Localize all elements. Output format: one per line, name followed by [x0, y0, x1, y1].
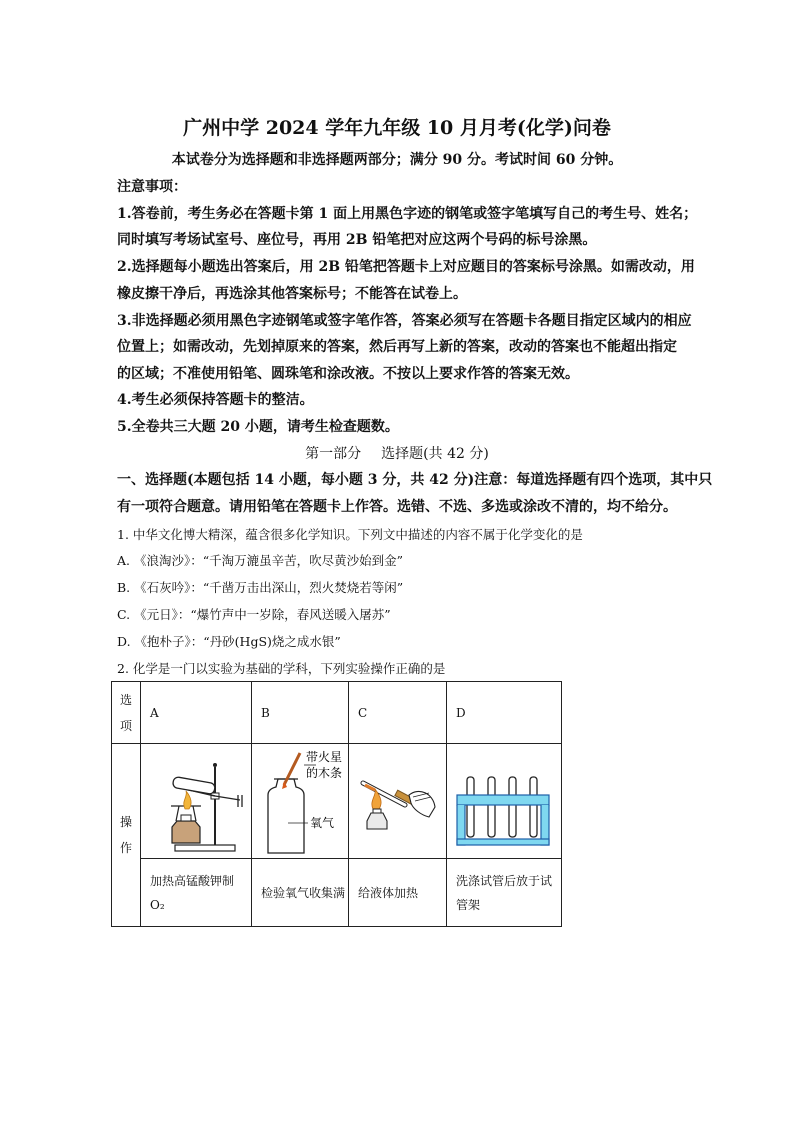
note-line: 橡皮擦干净后，再选涂其他答案标号；不能答在试卷上。	[117, 286, 467, 302]
figure-cell-c	[349, 744, 447, 859]
description-b: 检验氧气收集满	[252, 859, 349, 927]
oxygen-label: 氧气	[310, 815, 335, 830]
header-a: A	[141, 682, 252, 744]
figure-cell-a	[141, 744, 252, 859]
question-1-option-d: D. 《抱朴子》：“丹砂(HgS)烧之成水银”	[117, 634, 341, 649]
description-c: 给液体加热	[349, 859, 447, 927]
question-1-stem: 1. 中华文化博大精深，蕴含很多化学知识。下列文中描述的内容不属于化学变化的是	[117, 527, 583, 542]
note-line: 2.选择题每小题选出答案后，用 2B 铅笔把答题卡上对应题目的答案标号涂黑。如需改动，用	[117, 259, 695, 275]
page-title: 广州中学 2024 学年九年级 10 月月考(化学)问卷	[183, 117, 611, 139]
liquid-heating-figure	[349, 745, 445, 858]
question-2-stem: 2. 化学是一门以实验为基础的学科，下列实验操作正确的是	[117, 661, 446, 676]
section-part: 第一部分	[305, 446, 362, 462]
section-intro-line: 有一项符合题意。请用铅笔在答题卡上作答。选错、不选、多选或涂改不清的，均不给分。	[117, 499, 677, 515]
header-d: D	[447, 682, 562, 744]
note-line: 的区域；不准使用铅笔、圆珠笔和涂改液。不按以上要求作答的答案无效。	[117, 366, 579, 382]
note-line: 1.答卷前，考生务必在答题卡第 1 面上用黑色字迹的钢笔或签字笔填写自己的考生号、姓名；	[117, 206, 698, 222]
row-label-options: 选 项	[112, 682, 141, 744]
note-line: 位置上；如需改动，先划掉原来的答案，然后再写上新的答案，改动的答案也不能超出指定	[117, 339, 677, 355]
splint-label-line2: 的木条	[306, 765, 343, 780]
question-1-option-b: B. 《石灰吟》：“千凿万击出深山，烈火焚烧若等闲”	[117, 580, 404, 595]
question-1-option-a: A. 《浪淘沙》：“千淘万漉虽辛苦，吹尽黄沙始到金”	[117, 553, 404, 568]
gas-bottle-figure	[252, 745, 348, 858]
section-intro-line: 一、选择题(本题包括 14 小题，每小题 3 分，共 42 分)注意：每道选择题有四个选项，其中只	[117, 472, 713, 488]
question-1-option-c: C. 《元日》：“爆竹声中一岁除，春风送暖入屠苏”	[117, 607, 391, 622]
section-heading	[0, 443, 794, 463]
heating-apparatus-figure	[141, 745, 251, 858]
header-b: B	[252, 682, 349, 744]
splint-label-line1: 带火星	[306, 749, 343, 764]
figure-cell-d	[447, 744, 562, 859]
notes-heading: 注意事项：	[117, 179, 187, 195]
exam-subtitle: 本试卷分为选择题和非选择题两部分；满分 90 分。考试时间 60 分钟。	[171, 152, 623, 168]
row-label-operation: 操 作	[112, 744, 141, 927]
note-line: 3.非选择题必须用黑色字迹钢笔或签字笔作答，答案必须写在答题卡各题目指定区域内的相应	[117, 313, 692, 329]
question-2-table	[111, 681, 562, 927]
figure-cell-b	[252, 744, 349, 859]
description-d: 洗涤试管后放于试 管架	[447, 859, 562, 927]
note-line: 5.全卷共三大题 20 小题，请考生检查题数。	[117, 419, 399, 435]
header-c: C	[349, 682, 447, 744]
note-line: 同时填写考场试室号、座位号，再用 2B 铅笔把对应这两个号码的标号涂黑。	[117, 232, 597, 248]
section-name: 选择题(共 42 分)	[381, 446, 489, 462]
note-line: 4.考生必须保持答题卡的整洁。	[117, 392, 314, 408]
description-a: 加热高锰酸钾制 O₂	[141, 859, 252, 927]
test-tube-rack-figure	[447, 745, 561, 858]
